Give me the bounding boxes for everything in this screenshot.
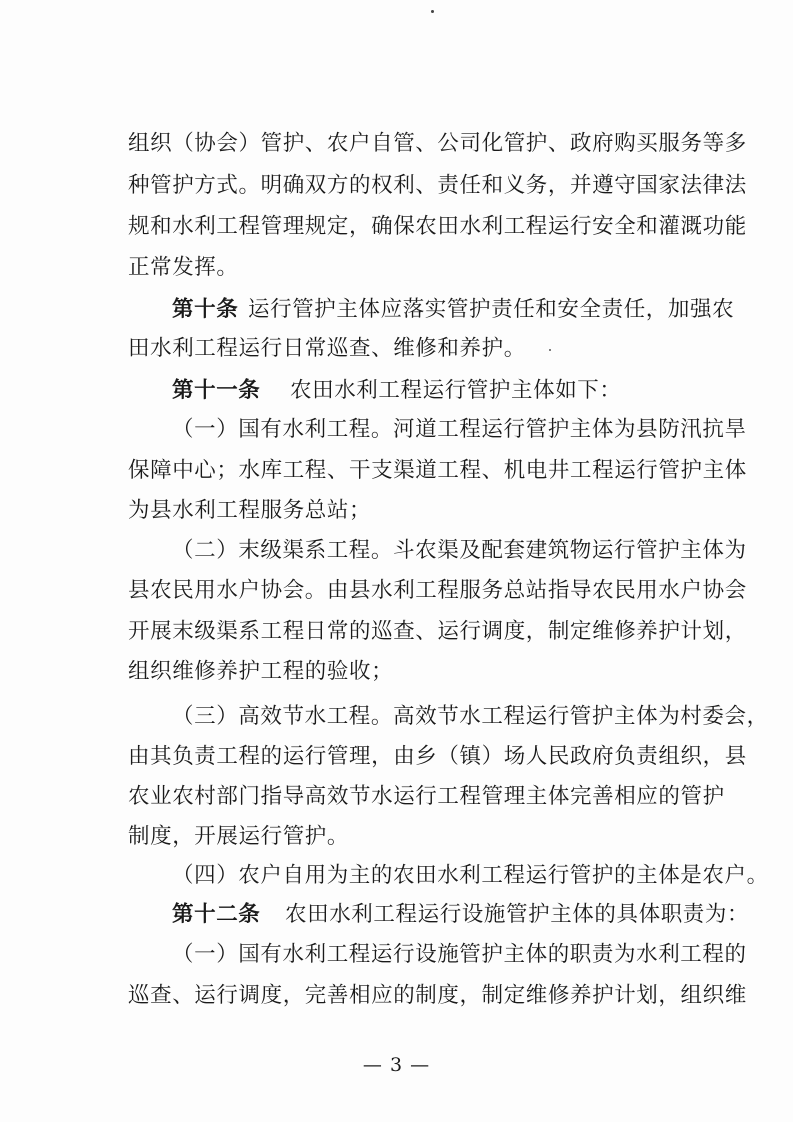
- line-text: 农业农村部门指导高效节水运行工程管理主体完善相应的管护: [128, 784, 725, 809]
- line-text: 运行管护主体应落实管护责任和安全责任，加强农: [248, 297, 735, 322]
- line-text: 正常发挥。: [128, 255, 239, 280]
- line-text: 保障中心；水库工程、干支渠道工程、机电井工程运行管护主体: [128, 458, 747, 483]
- scan-speck: [549, 349, 551, 351]
- page-number: — 3 —: [362, 1054, 431, 1076]
- line-text: 农田水利工程运行设施管护主体的具体职责为：: [285, 902, 750, 927]
- line-text: 种管护方式。明确双方的权利、责任和义务，并遵守国家法律法: [128, 173, 747, 198]
- line-text: 制度，开展运行管护。: [128, 824, 350, 849]
- scan-speck: [431, 10, 434, 13]
- line-text: 田水利工程运行日常巡查、维修和养护。: [128, 336, 526, 361]
- line-text: 组织维修养护工程的验收；: [128, 659, 394, 684]
- line-text: 巡查、运行调度，完善相应的制度，制定维修养护计划，组织维: [128, 983, 747, 1008]
- line-text: （一）国有水利工程。河道工程运行管护主体为县防汛抗旱: [172, 417, 747, 442]
- article-11-label: 第十一条: [172, 378, 261, 403]
- line-text: 组织（协会）管护、农户自管、公司化管护、政府购买服务等多: [128, 131, 747, 156]
- article-12-label: 第十二条: [172, 902, 261, 927]
- article-10-label: 第十条: [172, 297, 239, 322]
- line-text: （二）末级渠系工程。斗农渠及配套建筑物运行管护主体为: [172, 538, 747, 563]
- line-text: 农田水利工程运行管护主体如下：: [290, 378, 622, 403]
- line-text: （四）农户自用为主的农田水利工程运行管护的主体是农户。: [172, 863, 769, 888]
- line-text: 由其负责工程的运行管理，由乡（镇）场人民政府负责组织，县: [128, 744, 747, 769]
- line-text: （三）高效节水工程。高效节水工程运行管护主体为村委会，: [172, 704, 769, 729]
- line-text: 规和水利工程管理规定，确保农田水利工程运行安全和灌溉功能: [128, 214, 747, 239]
- line-text: 县农民用水户协会。由县水利工程服务总站指导农民用水户协会: [128, 578, 747, 603]
- line-text: 为县水利工程服务总站；: [128, 498, 372, 523]
- line-text: 开展末级渠系工程日常的巡查、运行调度，制定维修养护计划，: [128, 619, 747, 644]
- line-text: （一）国有水利工程运行设施管护主体的职责为水利工程的: [172, 942, 747, 967]
